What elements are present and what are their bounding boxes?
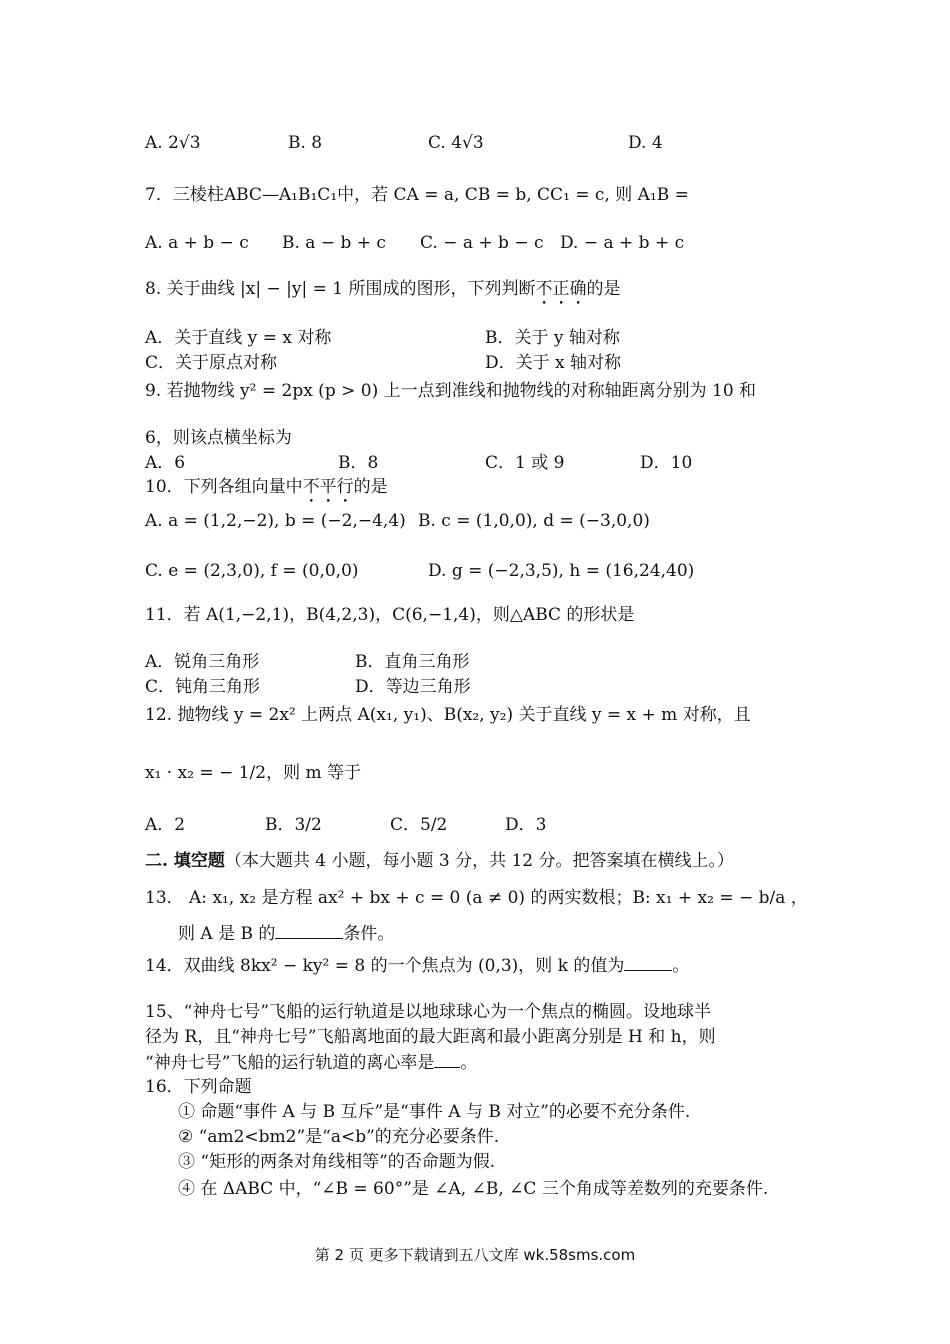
- q8-stem-post: 的是: [586, 279, 621, 299]
- q15-line3-post: 。: [460, 1053, 478, 1073]
- q13-stem-line2: [178, 922, 394, 945]
- q10-stem: [145, 476, 388, 507]
- q15-stem-line2: 径为 R，且“神舟七号”飞船离地面的最大距离和最小距离分别是 H 和 h，则: [145, 1027, 716, 1047]
- q13-line2-post: 条件。: [343, 924, 395, 944]
- q6-option-a: A. 2√3: [145, 133, 201, 153]
- q7-stem: 7．三棱柱ABC—A₁B₁C₁中，若 CA = a, CB = b, CC₁ = c, 则 A₁B =: [145, 185, 689, 205]
- section-2-title: 二. 填空题: [145, 851, 225, 871]
- q11-option-c: C．钝角三角形: [145, 677, 261, 697]
- q15-answer-blank: [434, 1051, 460, 1068]
- q14-answer-blank: [624, 954, 672, 971]
- q11-option-b: B．直角三角形: [355, 652, 470, 672]
- q10-stem-emphasis: 不平行: [302, 477, 354, 497]
- q7-option-a: A. a + b − c: [145, 233, 249, 253]
- q10-option-b: B. c = (1,0,0), d = (−3,0,0): [418, 511, 650, 531]
- q16-item-2: ② “am2<bm2”是“a<b”的充分必要条件.: [178, 1127, 500, 1147]
- q13-stem-line1: 13． A: x₁, x₂ 是方程 ax² + bx + c = 0 (a ≠ 0) 的两实数根；B: x₁ + x₂ = − b/a ，: [145, 888, 808, 908]
- q11-stem: 11．若 A(1,−2,1)，B(4,2,3)，C(6,−1,4)，则△ABC 的形状是: [145, 605, 635, 625]
- q13-answer-blank: [275, 922, 343, 939]
- q8-option-a: A．关于直线 y = x 对称: [145, 328, 332, 348]
- q13-line2-pre: 则 A 是 B 的: [178, 924, 276, 944]
- q9-option-c: C．1 或 9: [485, 453, 565, 473]
- q15-stem-line3: [145, 1051, 477, 1074]
- q12-option-a: A．2: [145, 815, 186, 835]
- q12-option-b: B．3/2: [265, 815, 322, 835]
- q6-option-b: B. 8: [288, 133, 323, 153]
- q9-option-d: D．10: [640, 453, 693, 473]
- q8-option-d: D．关于 x 轴对称: [485, 353, 622, 373]
- q14-stem: [145, 954, 689, 977]
- q8-stem-pre: 8. 关于曲线 |x| − |y| = 1 所围成的图形，下列判断: [145, 279, 536, 299]
- q10-stem-pre: 10．下列各组向量中: [145, 477, 303, 497]
- q12-stem-line2: x₁ · x₂ = − 1/2，则 m 等于: [145, 763, 362, 783]
- q16-item-4: ④ 在 ΔABC 中，“∠B = 60°”是 ∠A, ∠B, ∠C 三个角成等差数列的充要条件.: [178, 1179, 769, 1199]
- q11-option-d: D．等边三角形: [355, 677, 471, 697]
- q10-option-a: A. a = (1,2,−2), b = (−2,−4,4): [145, 511, 406, 531]
- q14-pre: 14．双曲线 8kx² − ky² = 8 的一个焦点为 (0,3)，则 k 的值为: [145, 956, 625, 976]
- q12-stem-line1: 12. 抛物线 y = 2x² 上两点 A(x₁, y₁)、B(x₂, y₂) 关于直线 y = x + m 对称，且: [145, 705, 751, 725]
- q7-option-c: C. − a + b − c: [420, 233, 544, 253]
- q8-stem-emphasis: 不正确: [535, 279, 587, 299]
- q8-stem: [145, 278, 620, 309]
- q15-stem-line1: 15、“神舟七号”飞船的运行轨道是以地球球心为一个焦点的椭圆。设地球半: [145, 1002, 712, 1022]
- q8-option-c: C．关于原点对称: [145, 353, 278, 373]
- section-2-heading: [145, 850, 734, 872]
- q16-item-3: ③ “矩形的两条对角线相等”的否命题为假.: [178, 1152, 496, 1172]
- q16-item-1: ① 命题“事件 A 与 B 互斥”是“事件 A 与 B 对立”的必要不充分条件.: [178, 1102, 691, 1122]
- q9-option-a: A．6: [145, 453, 186, 473]
- q10-option-d: D. g = (−2,3,5), h = (16,24,40): [428, 561, 695, 581]
- q15-line3-pre: “神舟七号”飞船的运行轨道的离心率是: [145, 1053, 435, 1073]
- q10-stem-post: 的是: [353, 477, 388, 497]
- q16-stem: 16．下列命题: [145, 1077, 252, 1097]
- q14-post: 。: [672, 956, 690, 976]
- q7-option-d: D. − a + b + c: [560, 233, 685, 253]
- page-footer: 第 2 页 更多下载请到五八文库 wk.58sms.com: [314, 1246, 636, 1264]
- section-2-description: （本大题共 4 小题，每小题 3 分，共 12 分。把答案填在横线上。）: [224, 851, 735, 871]
- q7-option-b: B. a − b + c: [282, 233, 386, 253]
- q11-option-a: A．锐角三角形: [145, 652, 260, 672]
- q9-stem-line1: 9. 若抛物线 y² = 2px (p > 0) 上一点到准线和抛物线的对称轴距离分别为 10 和: [145, 381, 757, 401]
- q12-option-d: D．3: [505, 815, 547, 835]
- q6-option-d: D. 4: [628, 133, 663, 153]
- q12-option-c: C．5/2: [390, 815, 448, 835]
- q9-option-b: B．8: [338, 453, 379, 473]
- q10-option-c: C. e = (2,3,0), f = (0,0,0): [145, 561, 359, 581]
- q9-stem-line2: 6，则该点横坐标为: [145, 428, 292, 448]
- q6-option-c: C. 4√3: [428, 133, 484, 153]
- q8-option-b: B．关于 y 轴对称: [485, 328, 620, 348]
